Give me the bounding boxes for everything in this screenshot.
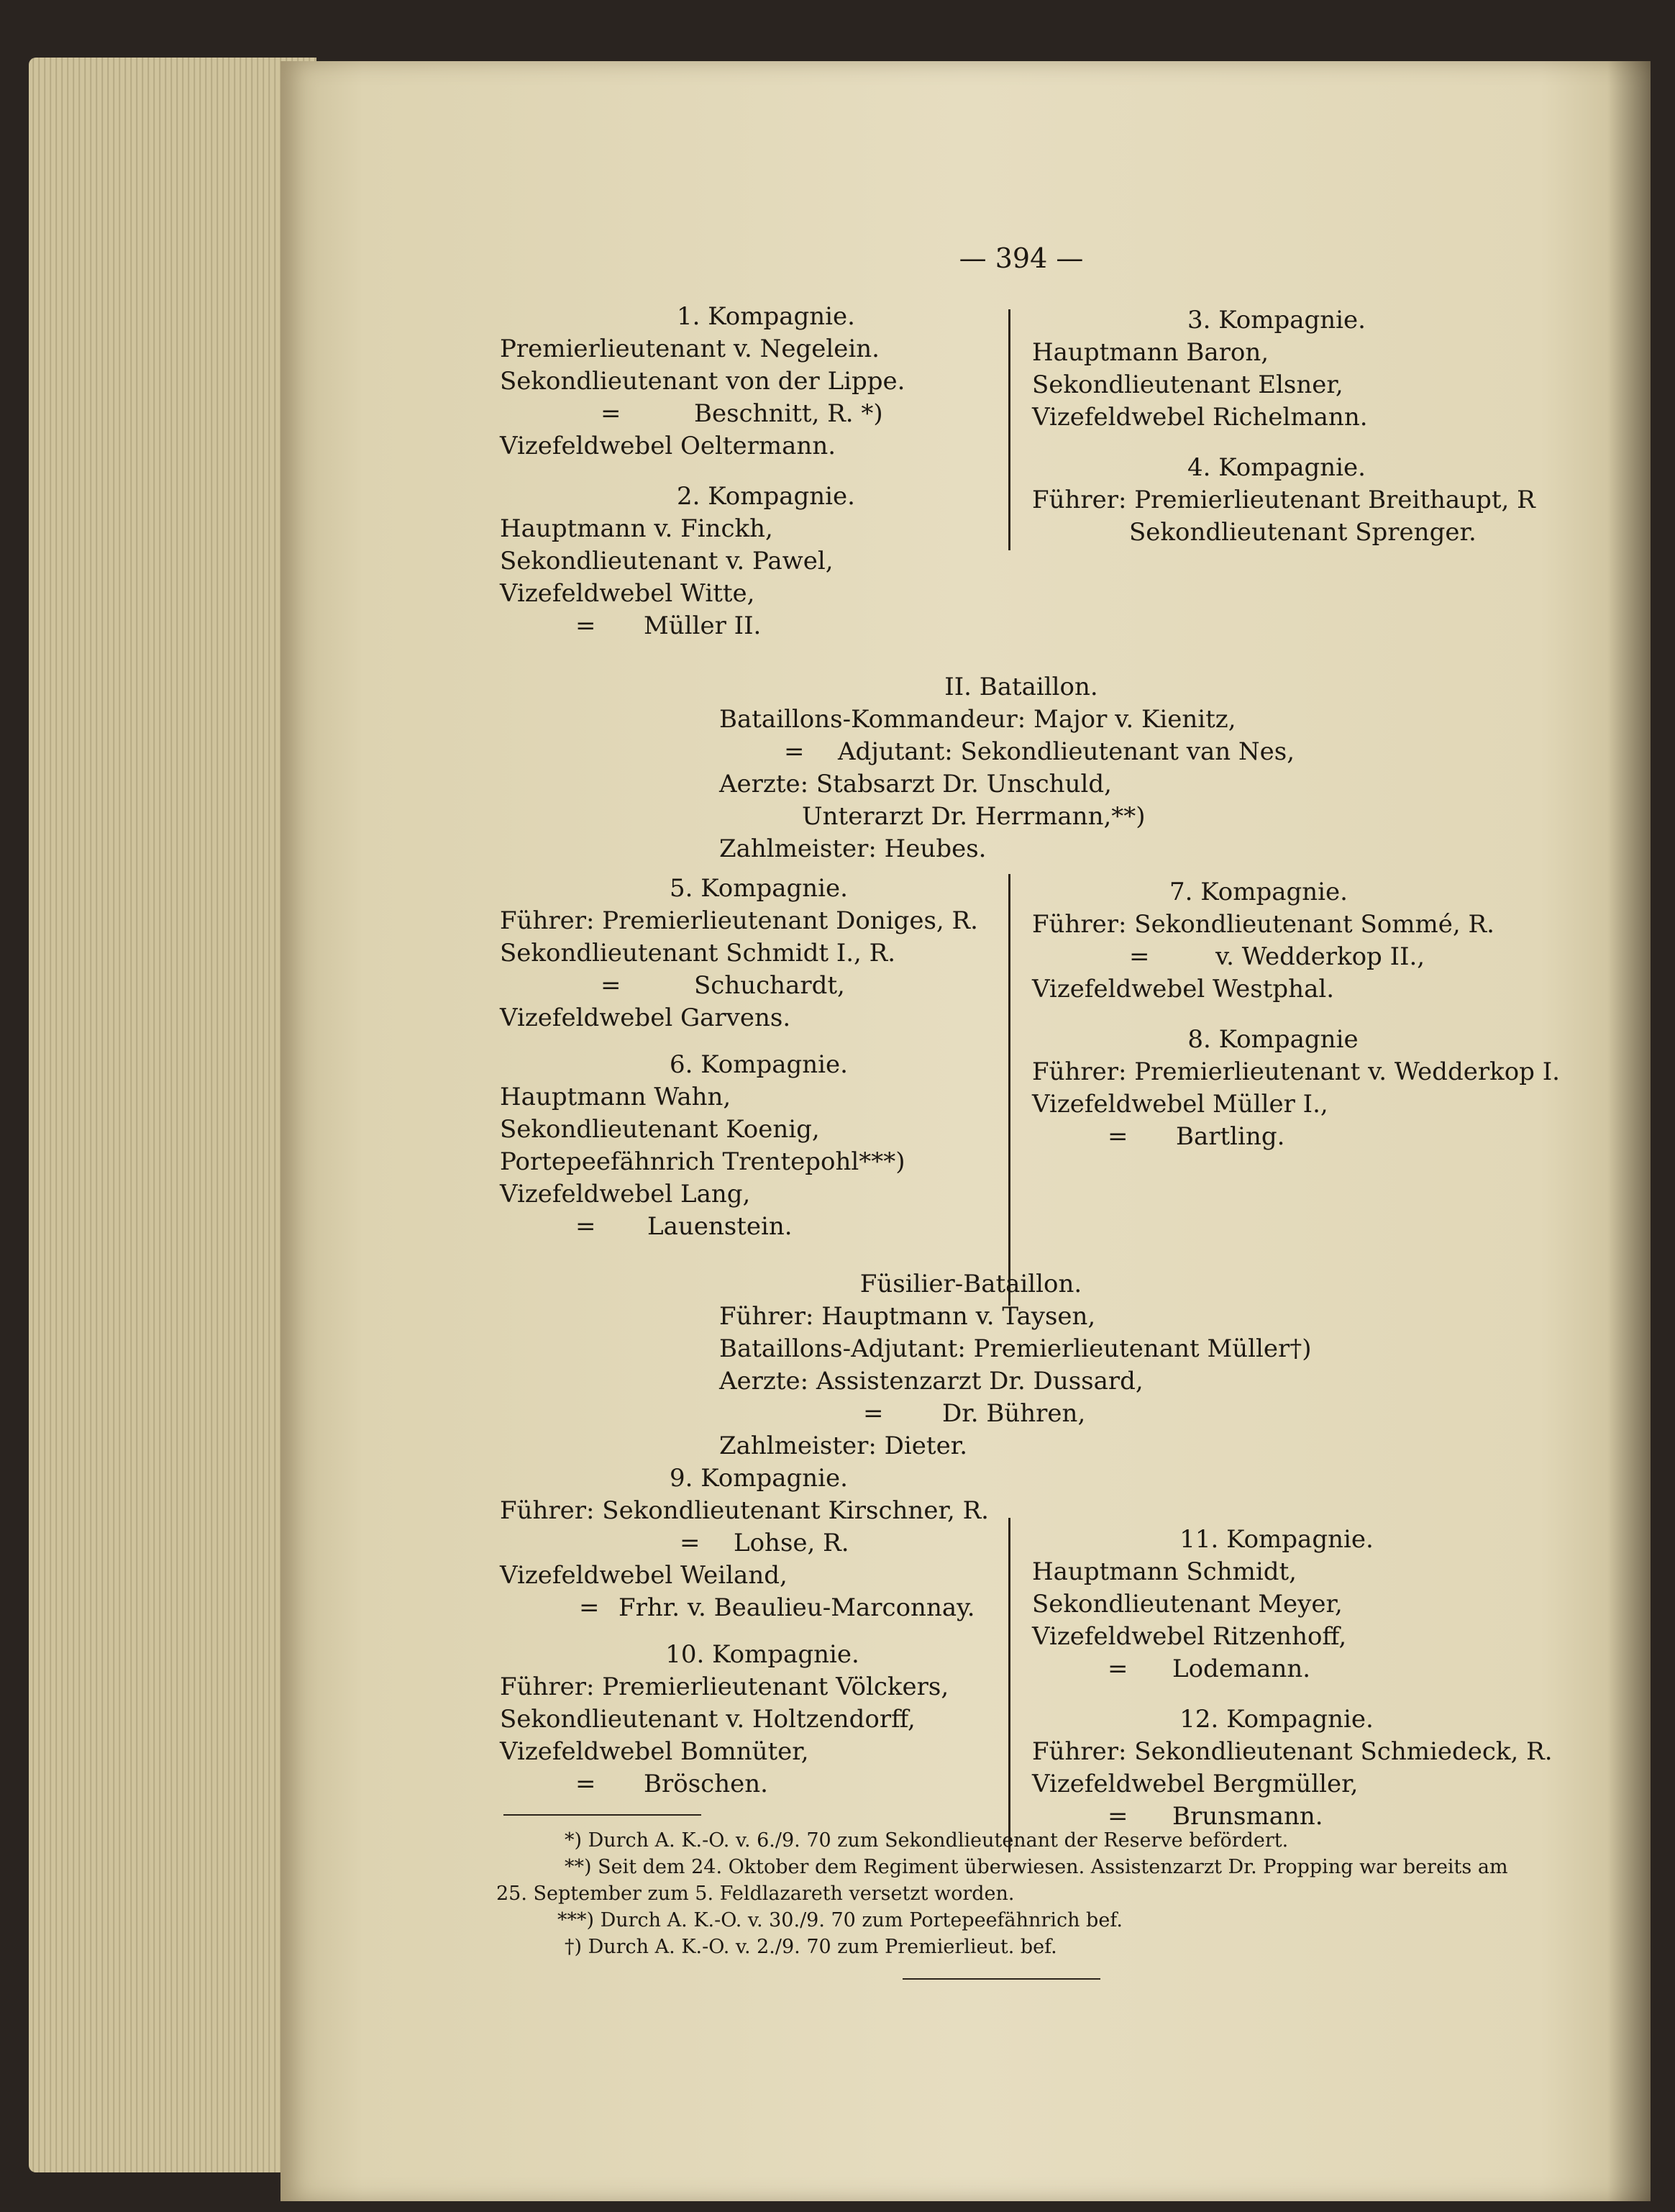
ditto-mark: = <box>575 1212 596 1241</box>
k8-line-2: Vizefeldwebel Müller I., <box>1032 1090 1328 1119</box>
k11-line-2: Sekondlieutenant Meyer, <box>1032 1590 1343 1619</box>
ditto-mark: = <box>601 399 621 428</box>
fusilier-heading: Füsilier-Bataillon. <box>859 1270 1082 1298</box>
k8-line-1: Führer: Premierlieutenant v. Wedderkop I. <box>1032 1057 1560 1086</box>
k9-line-1: Führer: Sekondlieutenant Kirschner, R. <box>500 1496 989 1525</box>
k8-heading: 8. Kompagnie <box>1187 1025 1359 1054</box>
k1-line-4: Vizefeldwebel Oeltermann. <box>500 432 836 460</box>
k1-line-3: Beschnitt, R. *) <box>694 399 883 428</box>
k11-line-3: Vizefeldwebel Ritzenhoff, <box>1032 1622 1347 1651</box>
k6-line-4: Vizefeldwebel Lang, <box>500 1180 751 1209</box>
closing-rule <box>903 1978 1100 1980</box>
bataillon-2-line-4: Unterarzt Dr. Herrmann,**) <box>802 802 1146 831</box>
k2-heading: 2. Kompagnie. <box>677 482 855 511</box>
k1-line-2: Sekondlieutenant von der Lippe. <box>500 367 905 396</box>
k6-line-3: Portepeefähnrich Trentepohl***) <box>500 1147 905 1176</box>
ditto-mark: = <box>601 971 621 1000</box>
k5-line-3: Schuchardt, <box>694 971 845 1000</box>
k5-line-4: Vizefeldwebel Garvens. <box>500 1003 791 1032</box>
k4-line-2: Sekondlieutenant Sprenger. <box>1129 518 1477 547</box>
ditto-mark: = <box>863 1399 884 1428</box>
footnote-2: **) Seit dem 24. Oktober dem Regiment überwiesen. Assistenzarzt Dr. Propping war bereits am <box>565 1856 1508 1878</box>
fusilier-line-3: Aerzte: Assistenzarzt Dr. Dussard, <box>719 1367 1144 1396</box>
footnote-4: †) Durch A. K.-O. v. 2./9. 70 zum Premierlieut. bef. <box>565 1936 1057 1958</box>
ditto-mark: = <box>1129 942 1150 971</box>
k2-line-3: Vizefeldwebel Witte, <box>500 579 755 608</box>
k4-heading: 4. Kompagnie. <box>1187 453 1366 482</box>
k7-line-1: Führer: Sekondlieutenant Sommé, R. <box>1032 910 1494 939</box>
book-page-edges <box>29 58 316 2172</box>
k10-heading: 10. Kompagnie. <box>665 1640 859 1669</box>
page-number: — 394 — <box>959 242 1084 274</box>
k7-heading: 7. Kompagnie. <box>1169 878 1348 906</box>
column-divider-middle <box>1008 874 1010 1306</box>
k3-heading: 3. Kompagnie. <box>1187 306 1366 334</box>
ditto-mark: = <box>1108 1802 1128 1831</box>
bataillon-2-line-2: Adjutant: Sekondlieutenant van Nes, <box>838 737 1295 766</box>
column-divider-bottom <box>1008 1518 1010 1852</box>
k1-line-1: Premierlieutenant v. Negelein. <box>500 334 880 363</box>
k8-line-3: Bartling. <box>1176 1122 1285 1151</box>
ditto-mark: = <box>1108 1122 1128 1151</box>
bataillon-2-heading: II. Bataillon. <box>944 673 1098 701</box>
bataillon-2-line-3: Aerzte: Stabsarzt Dr. Unschuld, <box>719 770 1112 798</box>
k4-line-1: Führer: Premierlieutenant Breithaupt, R <box>1032 486 1535 514</box>
k6-line-5: Lauenstein. <box>647 1212 793 1241</box>
k9-line-2: Lohse, R. <box>734 1529 849 1557</box>
fusilier-line-5: Zahlmeister: Dieter. <box>719 1432 968 1460</box>
ditto-mark: = <box>784 737 805 766</box>
k2-line-4: Müller II. <box>644 611 762 640</box>
ditto-mark: = <box>579 1593 600 1622</box>
k9-heading: 9. Kompagnie. <box>670 1464 848 1493</box>
k10-line-1: Führer: Premierlieutenant Völckers, <box>500 1672 949 1701</box>
k10-line-2: Sekondlieutenant v. Holtzendorff, <box>500 1705 916 1734</box>
k11-line-1: Hauptmann Schmidt, <box>1032 1557 1297 1586</box>
footnote-3: ***) Durch A. K.-O. v. 30./9. 70 zum Portepeefähnrich bef. <box>557 1909 1123 1931</box>
k11-heading: 11. Kompagnie. <box>1179 1525 1374 1554</box>
k2-line-2: Sekondlieutenant v. Pawel, <box>500 547 834 575</box>
k10-line-4: Bröschen. <box>644 1770 768 1798</box>
ditto-mark: = <box>1108 1655 1128 1683</box>
fusilier-line-4: Dr. Bühren, <box>942 1399 1086 1428</box>
k5-line-2: Sekondlieutenant Schmidt I., R. <box>500 939 896 968</box>
k9-line-3: Vizefeldwebel Weiland, <box>500 1561 788 1590</box>
k9-line-4: Frhr. v. Beaulieu-Marconnay. <box>619 1593 975 1622</box>
k6-line-1: Hauptmann Wahn, <box>500 1083 731 1111</box>
fusilier-line-2: Bataillons-Adjutant: Premierlieutenant Müller†) <box>719 1334 1312 1363</box>
column-divider-top <box>1008 309 1010 550</box>
ditto-mark: = <box>680 1529 700 1557</box>
k3-line-2: Sekondlieutenant Elsner, <box>1032 370 1343 399</box>
footnote-rule <box>503 1814 701 1816</box>
k11-line-4: Lodemann. <box>1172 1655 1311 1683</box>
footnote-1: *) Durch A. K.-O. v. 6./9. 70 zum Sekondlieutenant der Reserve befördert. <box>565 1829 1289 1852</box>
k12-line-3: Brunsmann. <box>1172 1802 1323 1831</box>
k6-line-2: Sekondlieutenant Koenig, <box>500 1115 820 1144</box>
ditto-mark: = <box>575 611 596 640</box>
k7-line-3: Vizefeldwebel Westphal. <box>1032 975 1335 1003</box>
ditto-mark: = <box>575 1770 596 1798</box>
footnote-2-continued: 25. September zum 5. Feldlazareth versetzt worden. <box>496 1883 1015 1905</box>
k12-line-2: Vizefeldwebel Bergmüller, <box>1032 1770 1359 1798</box>
k2-line-1: Hauptmann v. Finckh, <box>500 514 773 543</box>
bataillon-2-line-1: Bataillons-Kommandeur: Major v. Kienitz, <box>719 705 1236 734</box>
k12-heading: 12. Kompagnie. <box>1179 1705 1374 1734</box>
k6-heading: 6. Kompagnie. <box>670 1050 848 1079</box>
k3-line-3: Vizefeldwebel Richelmann. <box>1032 403 1368 432</box>
gutter-shadow <box>1607 61 1651 2201</box>
k10-line-3: Vizefeldwebel Bomnüter, <box>500 1737 809 1766</box>
k1-heading: 1. Kompagnie. <box>677 302 855 331</box>
k5-heading: 5. Kompagnie. <box>670 874 848 903</box>
fusilier-line-1: Führer: Hauptmann v. Taysen, <box>719 1302 1096 1331</box>
k5-line-1: Führer: Premierlieutenant Doniges, R. <box>500 906 978 935</box>
bataillon-2-line-5: Zahlmeister: Heubes. <box>719 834 987 863</box>
book-page <box>280 61 1651 2201</box>
k12-line-1: Führer: Sekondlieutenant Schmiedeck, R. <box>1032 1737 1553 1766</box>
k3-line-1: Hauptmann Baron, <box>1032 338 1269 367</box>
k7-line-2: v. Wedderkop II., <box>1215 942 1425 971</box>
